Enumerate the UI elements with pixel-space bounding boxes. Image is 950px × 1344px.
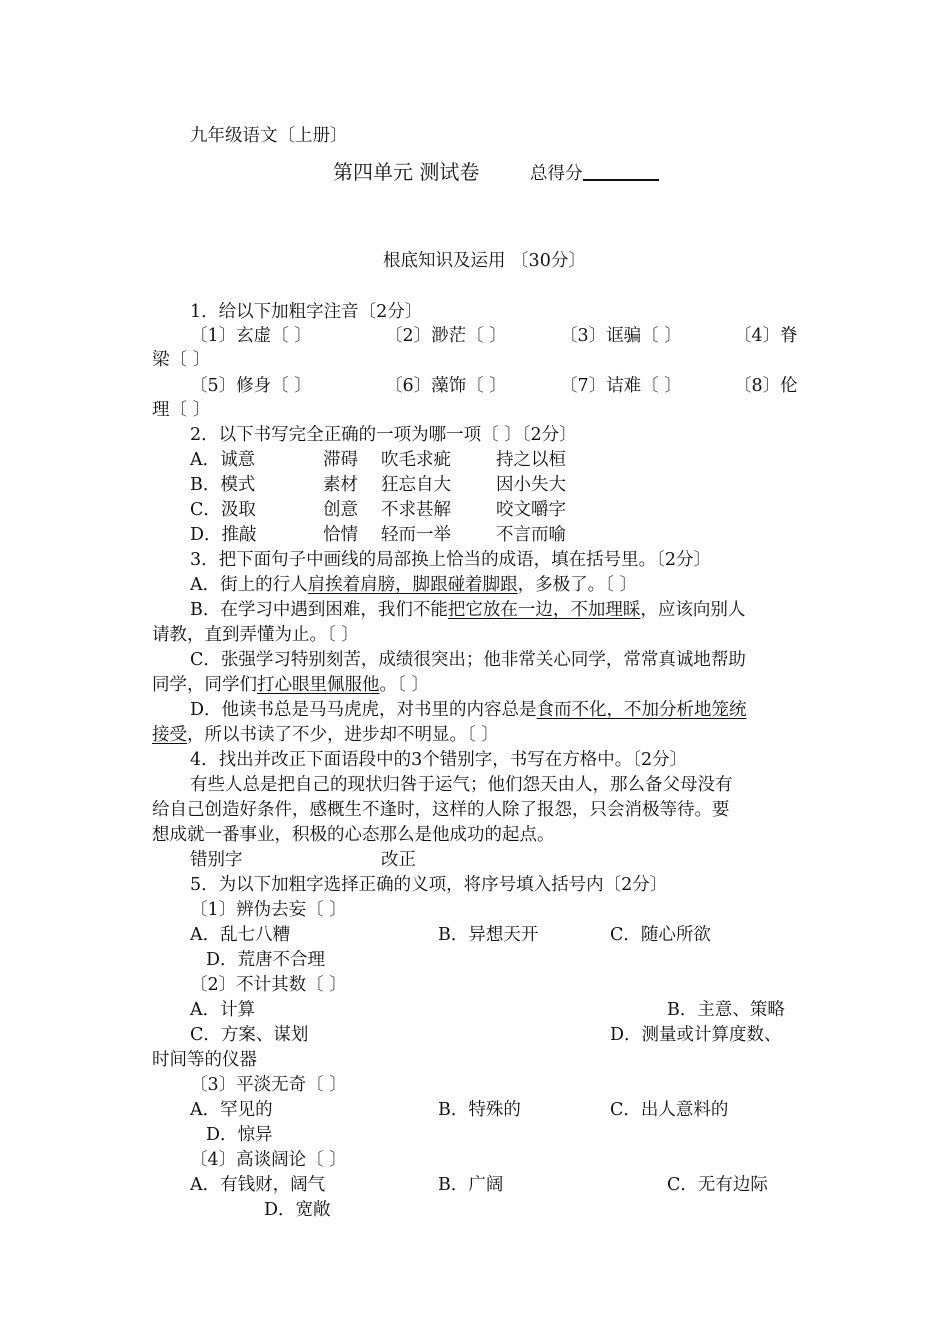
q4-wrong-label: 错别字 [190, 850, 243, 870]
score-blank[interactable] [583, 161, 659, 181]
q3-option-c: C．张强学习特别刻苦，成绩很突出；他非常关心同学，常常真诚地帮助 [190, 650, 746, 670]
q5-option: D．惊异 [206, 1125, 273, 1145]
q3-stem: 3．把下面句子中画线的局部换上恰当的成语，填在括号里。〔2分〕 [190, 550, 712, 570]
q2-word: 不求甚解 [381, 500, 451, 520]
q1-item: 〔2〕渺茫〔 〕 [385, 326, 507, 346]
q2-word: 滞碍 [323, 450, 358, 470]
q4-stem: 4．找出并改正下面语段中的3个错别字，书写在方格中。〔2分〕 [190, 750, 688, 770]
q5-option: A．乱七八糟 [190, 925, 291, 945]
q1-item: 〔1〕玄虚〔 〕 [190, 326, 312, 346]
q4-paragraph-line: 给自己创造好条件，感概生不逢时，这样的人除了报怨，只会消极等待。要 [152, 800, 730, 820]
q1-item: 〔6〕藻饰〔 〕 [385, 376, 507, 396]
q2-option-label: A．诚意 [190, 450, 256, 470]
q5-option: D．荒唐不合理 [206, 950, 326, 970]
q5-option: C．出人意料的 [610, 1100, 729, 1120]
q5-option: A．有钱财，阔气 [190, 1175, 326, 1195]
q5-stem: 5．为以下加粗字选择正确的义项，将序号填入括号内〔2分〕 [190, 875, 668, 895]
q5-sub-question: 〔3〕平淡无奇〔 〕 [190, 1075, 347, 1095]
q3-option-b-cont: 请教，直到弄懂为止。〔 〕 [152, 625, 359, 645]
q1-item: 〔5〕修身〔 〕 [190, 376, 312, 396]
q5-option: C．方案、谋划 [190, 1025, 309, 1045]
underlined-phrase: 打心眼里佩服他 [257, 675, 380, 695]
q1-stem: 1．给以下加粗字注音〔2分〕 [190, 302, 423, 322]
q1-item: 〔3〕诓骗〔 〕 [560, 326, 682, 346]
q1-item: 梁〔 〕 [152, 350, 211, 370]
underlined-phrase: 接受 [152, 725, 187, 745]
q2-word: 吹毛求疵 [381, 450, 451, 470]
q2-option-label: D．推敲 [190, 525, 257, 545]
q5-sub-question: 〔1〕辨伪去妄〔 〕 [190, 900, 347, 920]
underlined-phrase: 肩挨着肩膀，脚跟碰着脚跟 [307, 575, 518, 595]
q2-word: 不言而喻 [496, 525, 566, 545]
section-title: 根底知识及运用 〔30分〕 [383, 251, 586, 271]
q2-option-label: C．汲取 [190, 500, 256, 520]
q3-option-c-cont: 同学，同学们打心眼里佩服他。〔 〕 [152, 675, 429, 695]
q5-option: B．特殊的 [438, 1100, 521, 1120]
q1-item: 理〔 〕 [152, 400, 211, 420]
underlined-phrase: 食而不化，不加分析地笼统 [536, 700, 747, 720]
q2-option-label: B．模式 [190, 475, 256, 495]
q1-item: 〔4〕脊 [734, 326, 798, 346]
q2-word: 恰情 [323, 525, 358, 545]
q2-word: 轻而一举 [381, 525, 451, 545]
q1-item: 〔7〕诘难〔 〕 [560, 376, 682, 396]
q5-option: A．罕见的 [190, 1100, 273, 1120]
q5-sub-question: 〔4〕高谈阔论〔 〕 [190, 1150, 347, 1170]
q5-option: C．随心所欲 [610, 925, 711, 945]
q5-option: B．主意、策略 [667, 1000, 785, 1020]
q4-fix-label: 改正 [381, 850, 416, 870]
q3-option-d: D．他读书总是马马虎虎，对书里的内容总是食而不化，不加分析地笼统 [190, 700, 747, 720]
q2-word: 创意 [323, 500, 358, 520]
q3-option-b: B．在学习中遇到困难，我们不能把它放在一边，不加理睬，应该向别人 [190, 600, 746, 620]
book-header: 九年级语文〔上册〕 [190, 126, 348, 146]
q2-word: 因小失大 [496, 475, 566, 495]
q2-stem: 2．以下书写完全正确的一项为哪一项〔 〕〔2分〕 [190, 425, 577, 445]
q3-option-d-cont: 接受，所以书读了不少，进步却不明显。〔 〕 [152, 725, 499, 745]
q4-paragraph-line: 想成就一番事业，积极的心态那么是他成功的起点。 [152, 825, 555, 845]
q5-option: A．计算 [190, 1000, 256, 1020]
q5-option: B．异想天开 [438, 925, 539, 945]
q5-option-cont: 时间等的仪器 [152, 1050, 257, 1070]
q5-option: D．宽敞 [264, 1200, 331, 1220]
q5-option: D．测量或计算度数、 [610, 1025, 782, 1045]
total-score-label: 总得分 [530, 161, 659, 186]
q5-sub-question: 〔2〕不计其数〔 〕 [190, 975, 347, 995]
underlined-phrase: 把它放在一边，不加理睬 [447, 600, 641, 620]
page-title: 第四单元 测试卷 [333, 160, 480, 184]
q5-option: B．广阔 [438, 1175, 504, 1195]
q1-item: 〔8〕伦 [734, 376, 798, 396]
q4-paragraph-line: 有些人总是把自己的现状归咎于运气；他们怨天由人，那么备父母没有 [190, 775, 733, 795]
q2-word: 持之以桓 [496, 450, 566, 470]
q2-word: 咬文嚼字 [496, 500, 566, 520]
q2-word: 狂忘自大 [381, 475, 451, 495]
q5-option: C．无有边际 [667, 1175, 768, 1195]
q3-option-a: A．街上的行人肩挨着肩膀，脚跟碰着脚跟，多极了。〔 〕 [190, 575, 637, 595]
q2-word: 素材 [323, 475, 358, 495]
